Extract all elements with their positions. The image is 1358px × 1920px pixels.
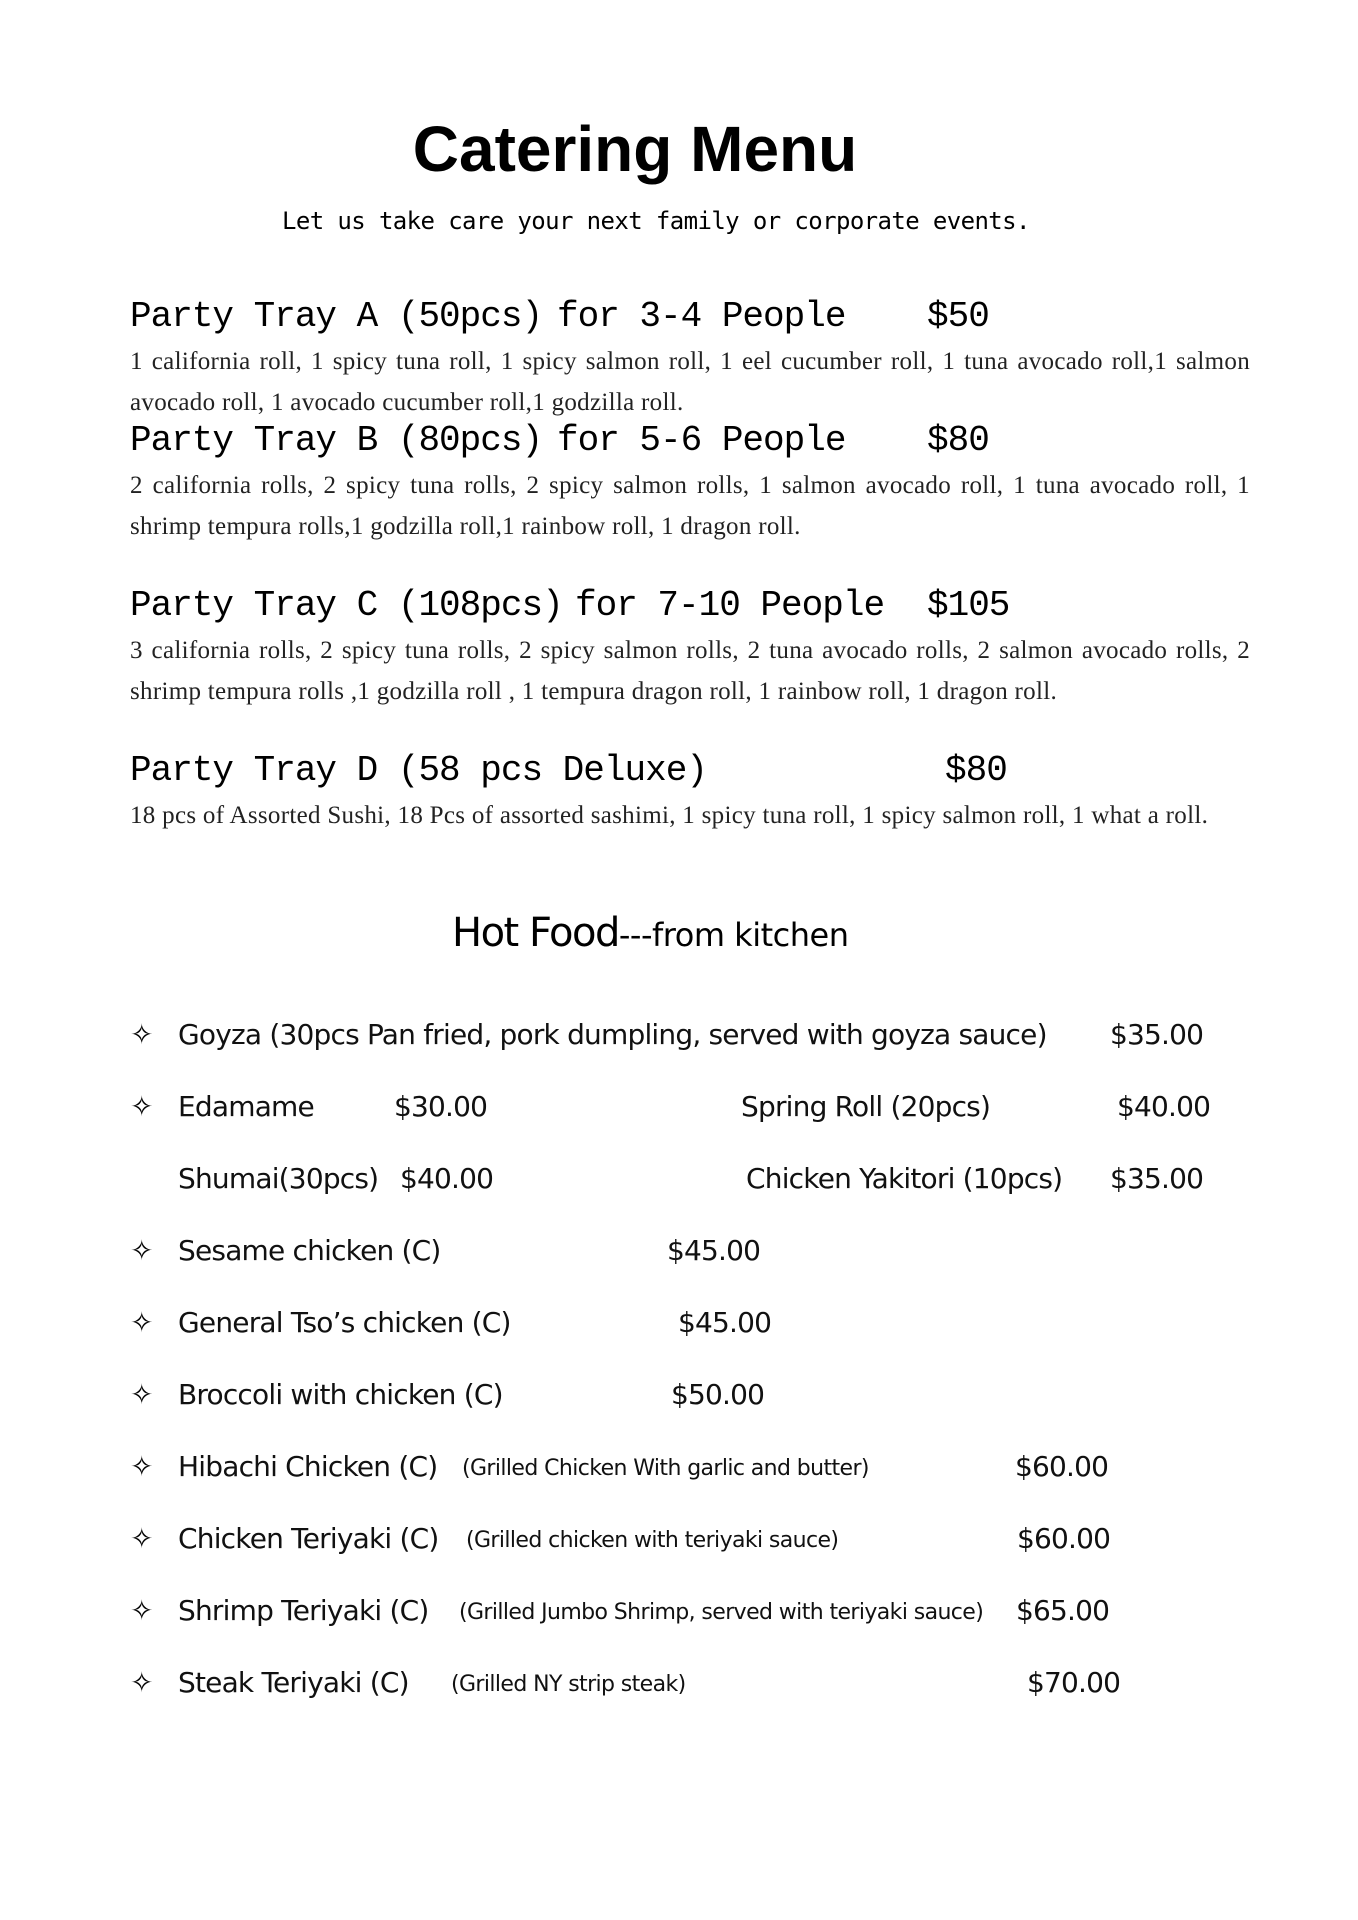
tray-name: Party Tray C (108pcs): [130, 585, 563, 626]
page-title: Catering Menu: [412, 113, 858, 185]
item-price: $50.00: [671, 1378, 765, 1411]
hot-food-heading: [452, 910, 848, 956]
sparkle-star-icon: ✧: [130, 1234, 154, 1267]
item-name: Hibachi Chicken (C): [178, 1450, 438, 1483]
tray-people: for 3-4 People: [557, 296, 846, 337]
item-name: General Tso’s chicken (C): [178, 1306, 511, 1339]
sparkle-star-icon: ✧: [130, 1594, 154, 1627]
item-note: (Grilled Chicken With garlic and butter): [462, 1456, 869, 1481]
sparkle-star-icon: ✧: [130, 1378, 154, 1411]
tray-name: Party Tray B (80pcs): [130, 420, 543, 461]
tray-description: 3 california rolls, 2 spicy tuna rolls, 2 spicy salmon rolls, 2 tuna avocado rolls, 2 salmon avocado rolls, 2 shrimp tempura rolls ,1 godzilla roll , 1 tempura dragon roll, 1 rainbow roll, 1 dragon roll.: [130, 637, 1250, 705]
tray-name: Party Tray D (58 pcs Deluxe): [130, 750, 707, 791]
item-price: $45.00: [678, 1306, 772, 1339]
item-name: Spring Roll (20pcs): [741, 1090, 991, 1123]
item-price: $70.00: [1027, 1666, 1121, 1699]
item-name: Shumai(30pcs): [178, 1162, 379, 1195]
tray-people: for 7-10 People: [575, 585, 885, 626]
item-name: Sesame chicken (C): [178, 1234, 441, 1267]
sparkle-star-icon: ✧: [130, 1450, 154, 1483]
tray-price: $80: [927, 420, 989, 461]
item-price: $40.00: [1117, 1090, 1211, 1123]
item-note: (Grilled NY strip steak): [451, 1672, 686, 1697]
tray-description: 18 pcs of Assorted Sushi, 18 Pcs of assorted sashimi, 1 spicy tuna roll, 1 spicy salmon roll, 1 what a roll.: [130, 802, 1209, 829]
item-name: Goyza (30pcs Pan fried, pork dumpling, served with goyza sauce): [178, 1018, 1047, 1051]
sparkle-star-icon: ✧: [130, 1018, 154, 1051]
tray-price: $80: [945, 750, 1007, 791]
item-price: $35.00: [1110, 1018, 1204, 1051]
item-note: (Grilled Jumbo Shrimp, served with teriyaki sauce): [459, 1600, 984, 1625]
sparkle-star-icon: ✧: [130, 1666, 154, 1699]
tray-people: for 5-6 People: [557, 420, 846, 461]
item-name: Chicken Yakitori (10pcs): [746, 1162, 1063, 1195]
hot-food-title: Hot Food: [452, 910, 619, 956]
item-name: Edamame: [178, 1090, 314, 1123]
item-price: $45.00: [667, 1234, 761, 1267]
tray-price: $50: [927, 296, 989, 337]
item-price: $40.00: [400, 1162, 494, 1195]
sparkle-star-icon: ✧: [130, 1090, 154, 1123]
item-price: $65.00: [1016, 1594, 1110, 1627]
item-name: Chicken Teriyaki (C): [178, 1522, 439, 1555]
sparkle-star-icon: ✧: [130, 1306, 154, 1339]
item-note: (Grilled chicken with teriyaki sauce): [466, 1528, 839, 1553]
item-name: Steak Teriyaki (C): [178, 1666, 409, 1699]
item-name: Broccoli with chicken (C): [178, 1378, 503, 1411]
tray-description: 1 california roll, 1 spicy tuna roll, 1 spicy salmon roll, 1 eel cucumber roll, 1 tuna avocado roll,1 salmon avocado roll, 1 avocado cucumber roll,1 godzilla roll.: [130, 348, 1250, 416]
tray-name: Party Tray A (50pcs): [130, 296, 543, 337]
item-price: $30.00: [394, 1090, 488, 1123]
page-subtitle: Let us take care your next family or corporate events.: [282, 207, 1030, 235]
item-price: $60.00: [1017, 1522, 1111, 1555]
item-name: Shrimp Teriyaki (C): [178, 1594, 429, 1627]
tray-price: $105: [927, 585, 1010, 626]
item-price: $35.00: [1110, 1162, 1204, 1195]
item-price: $60.00: [1015, 1450, 1109, 1483]
tray-description: 2 california rolls, 2 spicy tuna rolls, 2 spicy salmon rolls, 1 salmon avocado roll, 1 tuna avocado roll, 1 shrimp tempura rolls,1 godzilla roll,1 rainbow roll, 1 dragon roll.: [130, 472, 1250, 540]
sparkle-star-icon: ✧: [130, 1522, 154, 1555]
hot-food-subtitle: ---from kitchen: [618, 916, 849, 954]
